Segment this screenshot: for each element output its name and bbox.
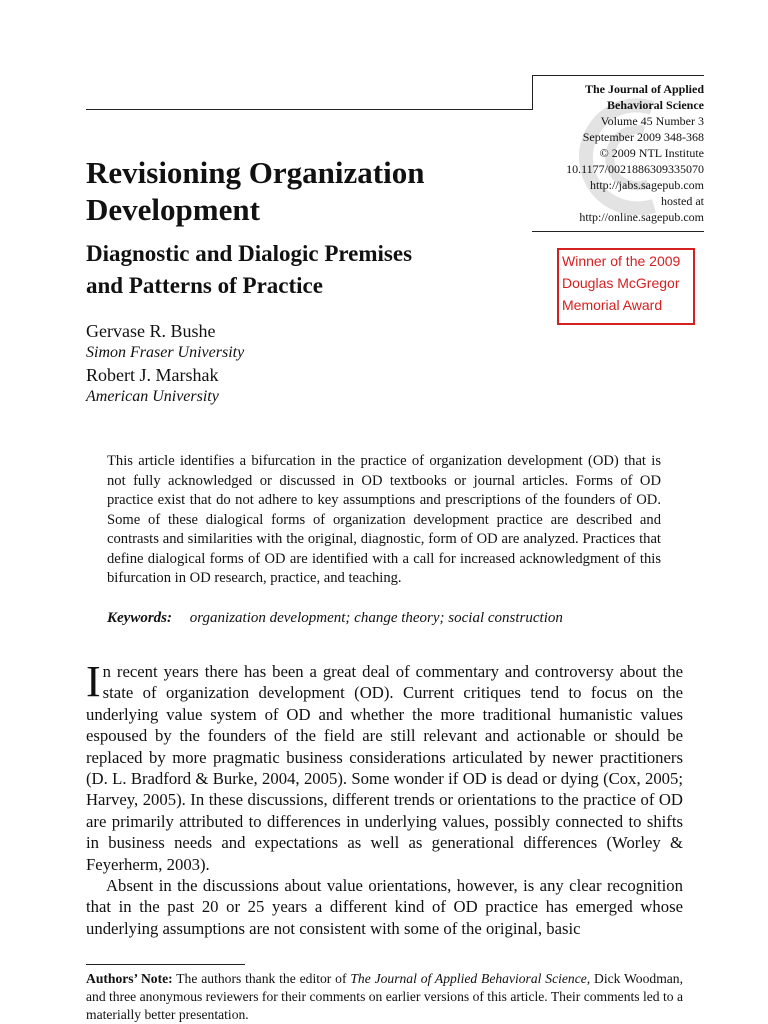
journal-name-line2: Behavioral Science	[607, 98, 704, 112]
header-rule-top	[532, 75, 704, 76]
body-text	[86, 657, 683, 939]
drop-cap: I	[86, 657, 101, 706]
journal-hosted: hosted at	[661, 194, 704, 208]
journal-volume: Volume 45 Number 3	[600, 114, 704, 128]
journal-info	[540, 81, 704, 225]
header-rule-left	[86, 109, 533, 110]
author-name: Robert J. Marshak	[86, 365, 219, 385]
footnote-label: Authors’ Note:	[86, 971, 173, 986]
journal-doi[interactable]: 10.1177/0021886309335070	[566, 162, 704, 176]
body-paragraph-2: Absent in the discussions about value orientations, however, is any clear recognition that in the past 20 or 25 years a different kind of OD practice has emerged whose underlying assumptions are not consistent with some of the original, basic	[86, 876, 683, 938]
footnote	[86, 970, 683, 1024]
award-box	[557, 248, 695, 325]
article-title	[86, 154, 526, 228]
author-affiliation: Simon Fraser University	[86, 344, 245, 361]
author-affiliation: American University	[86, 388, 219, 405]
footnote-text-after: Dick Woodman, and three anonymous reviewers for their comments on earlier versions of this article. Their comments led to a materially better presentation.	[86, 971, 683, 1022]
article-subtitle	[86, 238, 526, 302]
journal-url[interactable]: http://jabs.sagepub.com	[590, 178, 704, 192]
author-name: Gervase R. Bushe	[86, 321, 216, 341]
keywords-label: Keywords:	[107, 610, 172, 626]
footnote-rule	[86, 964, 245, 965]
article-subtitle-line2: and Patterns of Practice	[86, 273, 323, 298]
footnote-text-before: The authors thank the editor of	[172, 971, 351, 986]
body-paragraph-1-text: n recent years there has been a great deal of commentary and controversy about the state of organization development (OD). Current critiques tend to focus on the underlying value system of OD and whether the more traditional humanistic values espoused by the founders of the field are still relevant and actionable or should be replaced by more pragmatic business considerations articulated by newer practitioners (D. L. Bradford & Burke, 2004, 2005). Some wonder if OD is dead or dying (Cox, 2005; Harvey, 2005). In these discussions, different trends or orientations to the practice of OD are primarily attributed to differences in underlying values, possibly connected to shifts in business needs and expectations as well as generational differences (Worley & Feyerherm, 2003).	[86, 662, 683, 874]
journal-date-pages: September 2009 348-368	[582, 130, 704, 144]
journal-copyright: © 2009 NTL Institute	[599, 146, 704, 160]
award-line2: Douglas McGregor	[562, 275, 680, 291]
article-title-line2: Development	[86, 192, 260, 227]
body-paragraph	[86, 657, 683, 875]
journal-name-line1: The Journal of Applied	[584, 82, 704, 96]
header-rule-bottom	[532, 231, 704, 232]
journal-host-url[interactable]: http://online.sagepub.com	[579, 210, 704, 224]
article-subtitle-line1: Diagnostic and Dialogic Premises	[86, 241, 413, 266]
article-title-line1: Revisioning Organization	[86, 155, 425, 190]
keywords	[107, 608, 667, 628]
abstract: This article identifies a bifurcation in the practice of organization development (OD) that is not fully acknowledged or discussed in OD textbooks or journal articles. Forms of OD practice exist that do not adhere to key assumptions and prescriptions of the founders of OD. Some of these dialogical forms of organization development practice are described and contrasts and similarities with the original, diagnostic, form of OD are analyzed. Practices that define dialogical forms of OD are identified with a call for increased acknowledgment of this bifurcation in OD research, practice, and teaching.	[107, 453, 661, 586]
header-rule-vertical	[532, 75, 533, 110]
footnote-journal: The Journal of Applied Behavioral Science,	[350, 971, 591, 986]
award-line3: Memorial Award	[562, 297, 663, 313]
keywords-text: organization development; change theory; social construction	[189, 610, 563, 626]
award-line1: Winner of the 2009	[562, 253, 681, 269]
